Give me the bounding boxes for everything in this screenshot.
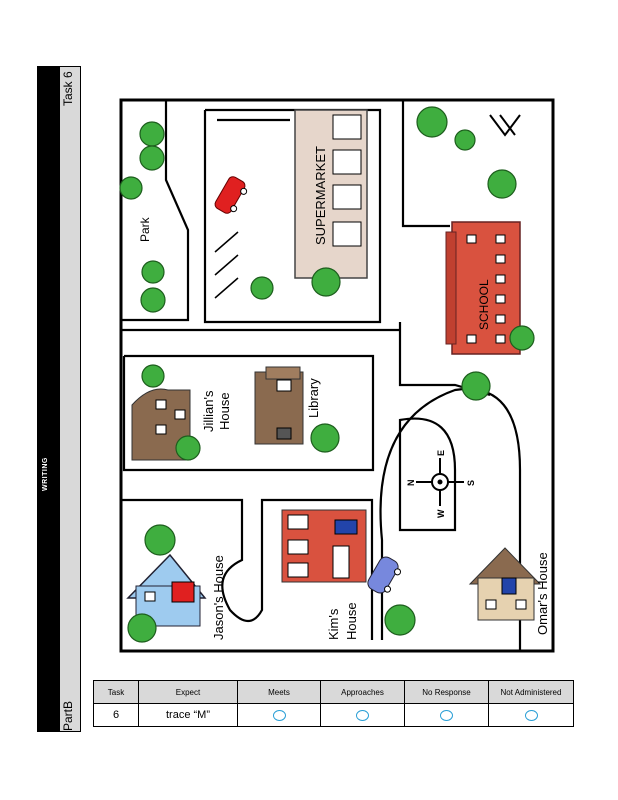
school-label: SCHOOL: [477, 279, 491, 330]
no-response-bubble[interactable]: [440, 710, 453, 721]
header-expect: Expect: [139, 681, 238, 704]
approaches-bubble[interactable]: [356, 710, 369, 721]
header-no-response: No Response: [405, 681, 489, 704]
library-building: [255, 367, 303, 444]
compass-e: E: [436, 449, 446, 456]
meets-bubble[interactable]: [273, 710, 286, 721]
task-label: Task 6: [61, 71, 75, 106]
library-label: Library: [306, 378, 321, 418]
score-row: [94, 704, 574, 727]
compass-w: W: [436, 509, 446, 518]
kims-house-label-2: House: [344, 602, 359, 640]
not-administered-bubble[interactable]: [525, 710, 538, 721]
park-label: Park: [138, 217, 152, 242]
supermarket-building: [295, 110, 367, 278]
compass-s: S: [466, 479, 476, 486]
part-label: PartB: [61, 700, 75, 731]
header-approaches: Approaches: [321, 681, 405, 704]
score-header-row: [94, 681, 574, 704]
header-task: Task: [94, 681, 139, 704]
omars-house-label: Omar's House: [535, 552, 550, 635]
jasons-house-label: Jason's House: [211, 555, 226, 640]
jillians-house-label-1: Jillian's: [201, 390, 216, 432]
no-response-cell: [405, 704, 489, 727]
kims-house: [282, 510, 366, 582]
supermarket-label: SUPERMARKET: [313, 146, 328, 245]
kims-house-label-1: Kim's: [326, 608, 341, 640]
compass-n: N: [406, 479, 416, 486]
meets-cell: [238, 704, 321, 727]
header-meets: Meets: [238, 681, 321, 704]
score-table: [93, 680, 574, 727]
header-not-administered: Not Administered: [489, 681, 574, 704]
jillians-house-label-2: House: [217, 392, 232, 430]
approaches-cell: [321, 704, 405, 727]
not-administered-cell: [489, 704, 574, 727]
section-label: WRITING: [42, 457, 49, 491]
task-number: 6: [94, 704, 139, 727]
expect-value: trace “M”: [139, 704, 238, 727]
